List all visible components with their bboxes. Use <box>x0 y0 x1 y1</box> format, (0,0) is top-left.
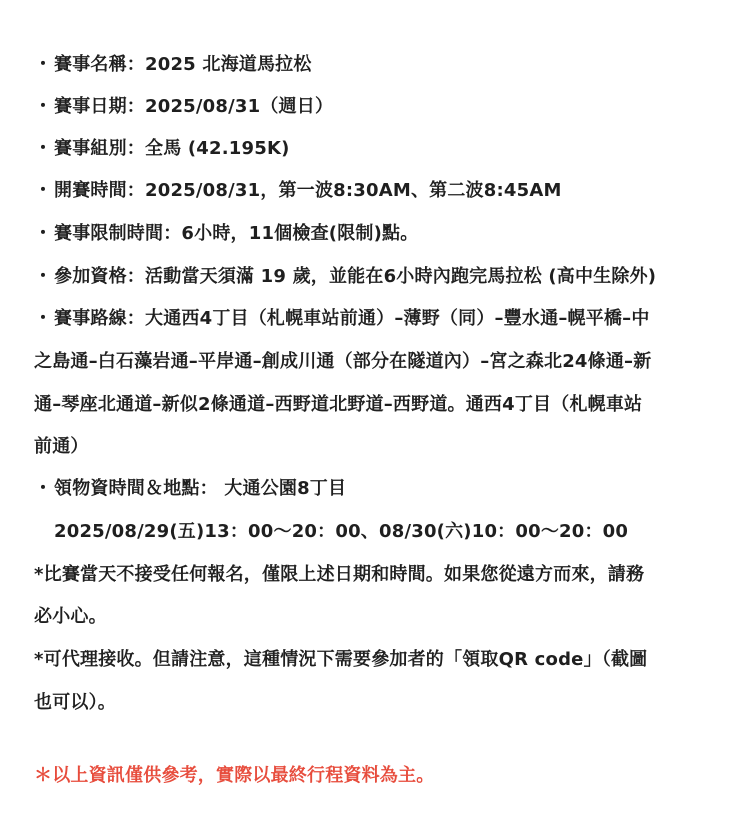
event-name: ・ 賽事名稱：2025 北海道馬拉松 <box>34 52 312 78</box>
event-route-line-3: 通–琴座北通道–新似2條通道–西野道北野道–西野道。通西4丁目（札幌車站 <box>34 394 643 415</box>
pickup-times: 2025/08/29(五)13：00～20：00、08/30(六)10：00～20：00 <box>54 521 629 542</box>
event-group: ・ 賽事組別：全馬 (42.195K) <box>34 136 290 162</box>
event-route-line-4: 前通） <box>34 436 89 457</box>
event-eligibility: ・ 參加資格：活動當天須滿 19 歲，並能在6小時內跑完馬拉松 (高中生除外) <box>34 264 656 290</box>
event-route-line-2: 之島通–白石藻岩通–平岸通–創成川通（部分在隧道內）–宮之森北24條通–新 <box>34 351 652 372</box>
event-time-limit: ・ 賽事限制時間：6小時，11個檢查(限制)點。 <box>34 221 418 247</box>
note2-line-1: *可代理接收。但請注意，這種情況下需要參加者的「領取QR code」（截圖 <box>34 649 648 670</box>
event-start-time: ・ 開賽時間：2025/08/31，第一波8:30AM、第二波8:45AM <box>34 178 562 204</box>
disclaimer-note: ＊以上資訊僅供參考，實際以最終行程資料為主。 <box>34 765 435 786</box>
event-route-line-1: ・ 賽事路線：大通西4丁目（札幌車站前通）–薄野（同）–豐水通–幌平橋–中 <box>34 306 650 332</box>
pickup-title: ・ 領物資時間＆地點： 大通公園8丁目 <box>34 476 346 502</box>
note2-line-2: 也可以）。 <box>34 692 116 713</box>
event-date: ・ 賽事日期：2025/08/31（週日） <box>34 94 333 120</box>
note1-line-2: 必小心。 <box>34 606 107 627</box>
note1-line-1: *比賽當天不接受任何報名，僅限上述日期和時間。如果您從遠方而來，請務 <box>34 564 645 585</box>
